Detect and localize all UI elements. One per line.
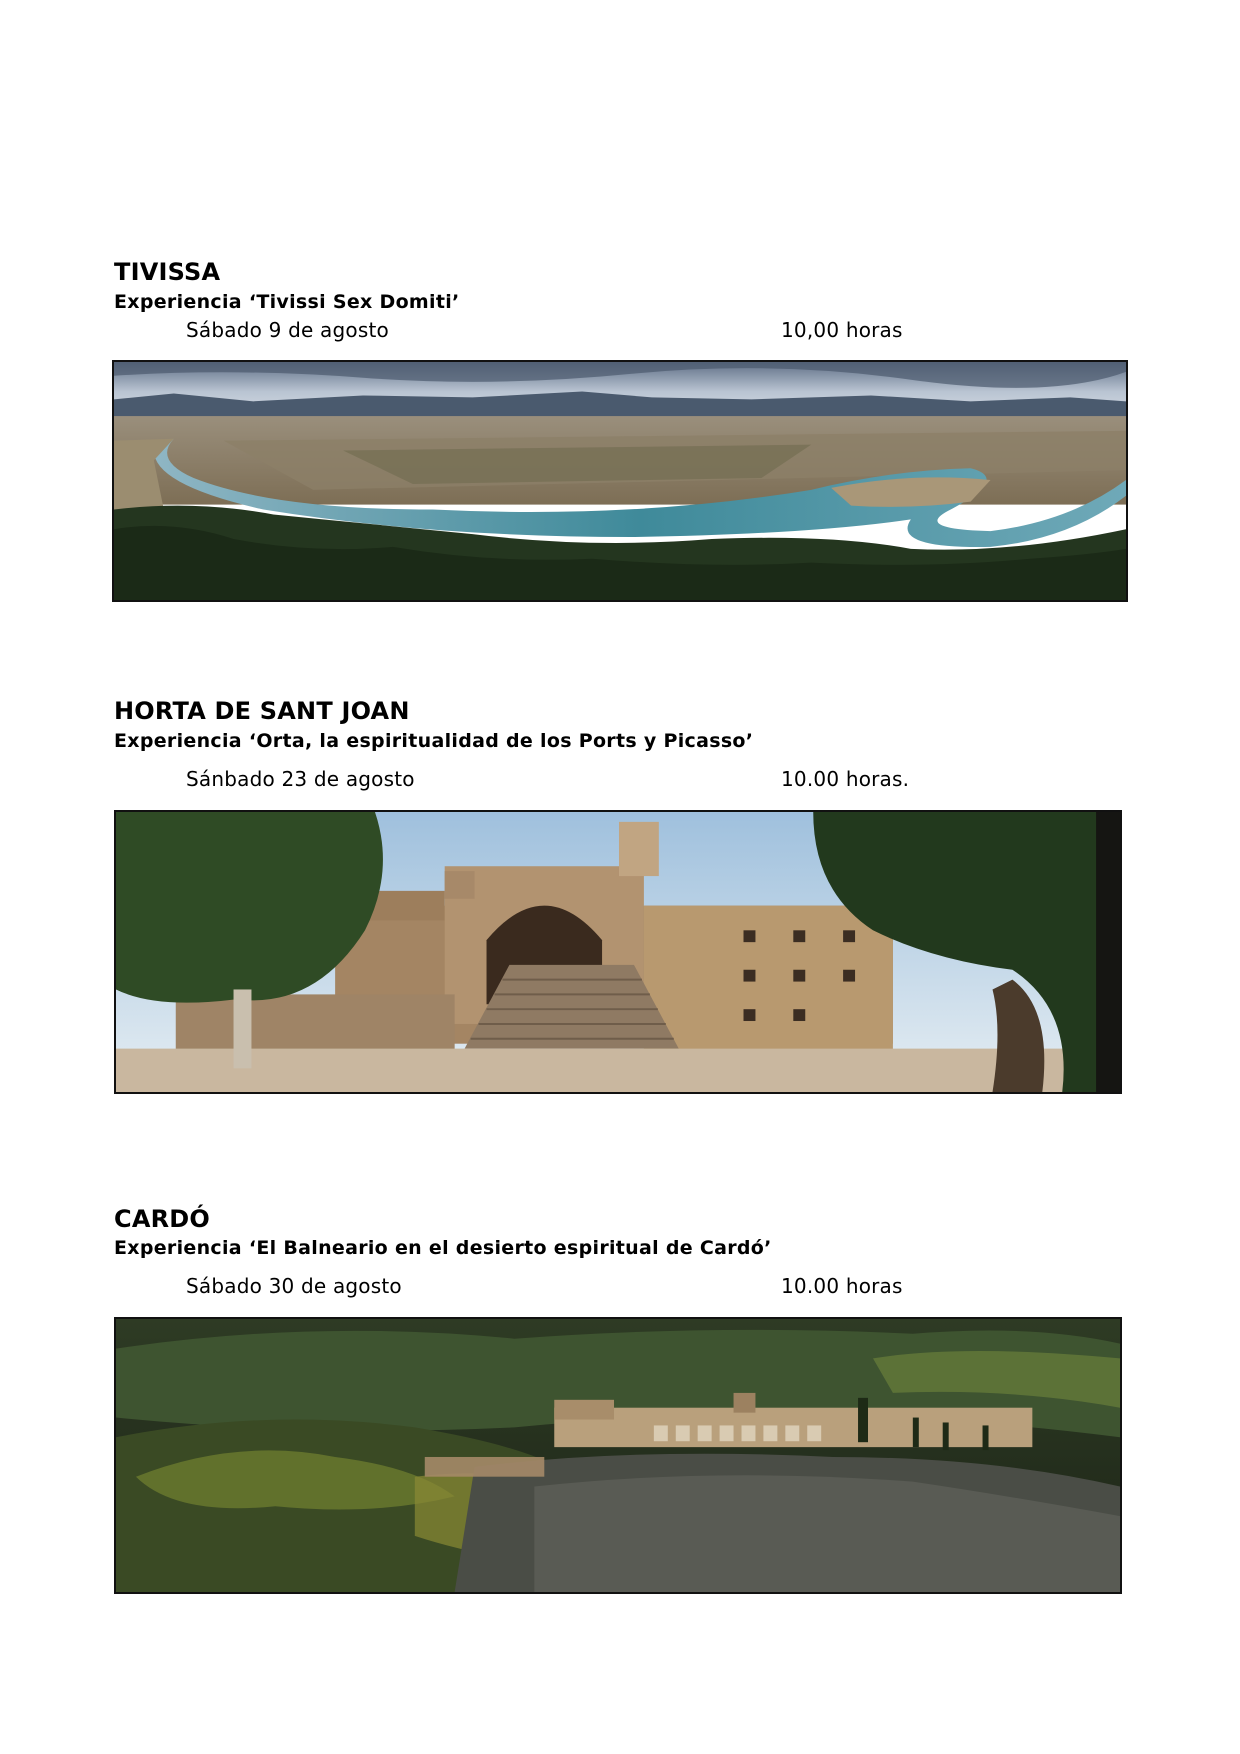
event-time: 10.00 horas [781,1274,903,1298]
event-date: Sábado 9 de agosto [186,318,389,342]
event-time: 10,00 horas [781,318,903,342]
convent-photo [114,810,1122,1094]
place-title: HORTA DE SANT JOAN [114,697,410,725]
experience-title: Experiencia ‘Orta, la espiritualidad de los Ports y Picasso’ [114,730,754,752]
event-date: Sánbado 23 de agosto [186,767,415,791]
event-date: Sábado 30 de agosto [186,1274,402,1298]
river-landscape-photo [112,360,1128,602]
experience-title: Experiencia ‘Tivissi Sex Domiti’ [114,291,460,313]
experience-title: Experiencia ‘El Balneario en el desierto espiritual de Cardó’ [114,1237,772,1259]
monastery-hillside-photo [114,1317,1122,1594]
place-title: CARDÓ [114,1205,210,1233]
place-title: TIVISSA [114,258,221,286]
event-time: 10.00 horas. [781,767,910,791]
